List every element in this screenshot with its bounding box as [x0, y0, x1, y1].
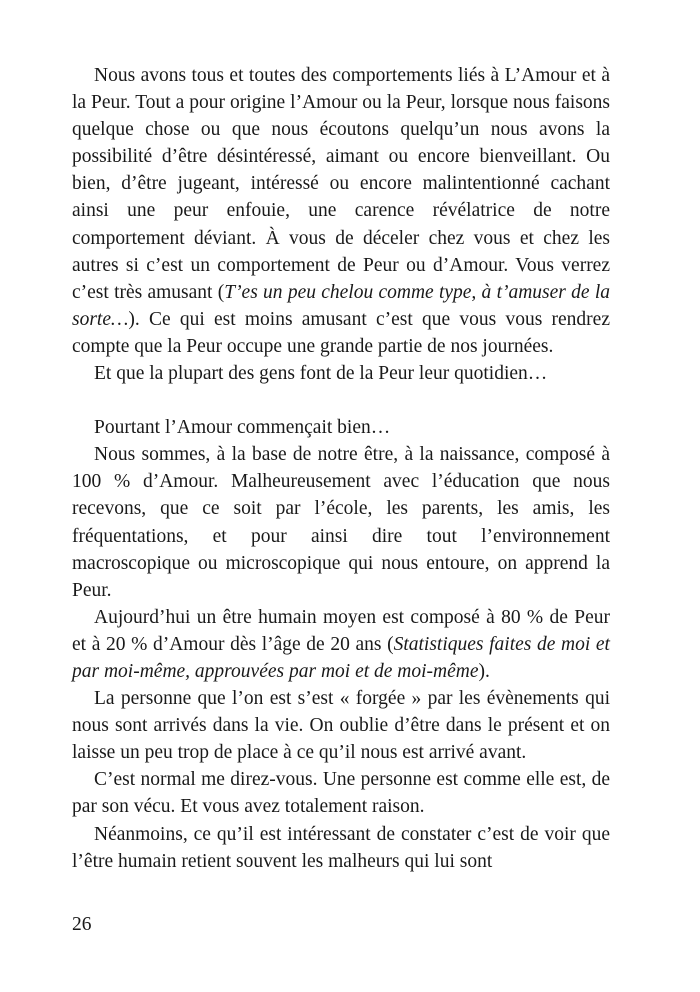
paragraph — [72, 441, 610, 604]
paragraph — [72, 766, 610, 820]
paragraph-text: Nous sommes, à la base de notre être, à la naissance, composé à 100 % d’Amour. Malheureusement avec l’éducation que nous recevons, que ce soit par l’école, les parents, les amis, les fréquentations, et pour ainsi dire tout l’environnement macroscopique ou microscopique qui nous entoure, on apprend la Peur. — [72, 444, 610, 601]
paragraph — [72, 604, 610, 685]
paragraph — [72, 685, 610, 766]
paragraph-text: Nous avons tous et toutes des comportements liés à L’Amour et à la Peur. Tout a pour origine l’Amour ou la Peur, lorsque nous faisons quelque chose ou que nous écoutons quelqu’un nous avons la possibilité d’être désintéressé, aimant ou encore bienveillant. Ou bien, d’être jugeant, intéressé ou encore malintentionné cachant ainsi une peur enfouie, une carence révélatrice de notre comportement déviant. À vous de déceler chez vous et chez les autres si c’est un comportement de Peur ou d’Amour. Vous verrez c’est très amusant ( — [72, 65, 610, 303]
paragraph — [72, 414, 610, 441]
paragraph-text: Néanmoins, ce qu’il est intéressant de constater c’est de voir que l’être humain retient souvent les malheurs qui lui sont — [72, 823, 610, 872]
paragraph-text: La personne que l’on est s’est « forgée » par les évènements qui nous sont arrivés dans la vie. On oublie d’être dans le présent et on laisse un peu trop de place à ce qu’il nous est arrivé avant. — [72, 688, 610, 764]
paragraph — [72, 821, 610, 875]
page-body — [72, 62, 610, 875]
paragraph-text: Pourtant l’Amour commençait bien… — [94, 417, 391, 439]
page-number: 26 — [72, 914, 92, 935]
paragraph-text: ). Ce qui est moins amusant c’est que vous vous rendrez compte que la Peur occupe une grande partie de nos journées. — [72, 308, 610, 357]
paragraph — [72, 360, 610, 387]
paragraph-text: Et que la plupart des gens font de la Peur leur quotidien… — [94, 363, 548, 385]
paragraph — [72, 62, 610, 360]
paragraph-text: C’est normal me direz-vous. Une personne est comme elle est, de par son vécu. Et vous avez totalement raison. — [72, 769, 610, 818]
italic-aside: Statistiques faites de moi et par moi-même, approuvées par moi et de moi-même — [72, 633, 610, 682]
italic-aside: T’es un peu chelou comme type, à t’amuser de la sorte… — [72, 281, 610, 330]
paragraph-text: Aujourd’hui un être humain moyen est composé à 80 % de Peur et à 20 % d’Amour dès l’âge de 20 ans ( — [72, 606, 610, 655]
paragraph-text: ). — [478, 660, 490, 682]
